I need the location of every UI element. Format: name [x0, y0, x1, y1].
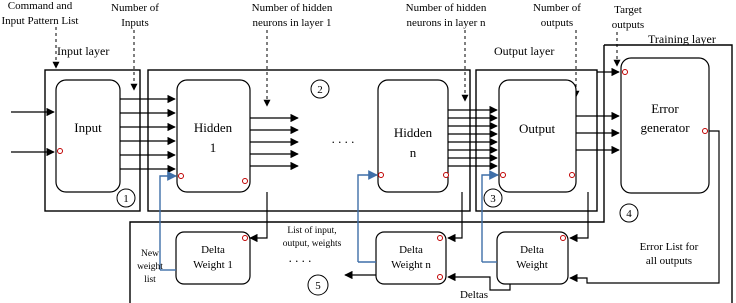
hidden1-block [177, 80, 250, 192]
error-output-port [703, 129, 708, 134]
hiddenn-to-output-arrows [448, 110, 497, 166]
marker-1 [117, 189, 135, 207]
svg-text:3: 3 [490, 193, 496, 205]
marker-3 [484, 189, 502, 207]
svg-text:neurons in layer 1: neurons in layer 1 [252, 17, 332, 29]
svg-text:Number of hidden: Number of hidden [251, 2, 333, 14]
hiddenn-output-port [444, 173, 449, 178]
hidden1-output-port [243, 179, 248, 184]
svg-text:Delta: Delta [520, 244, 544, 256]
svg-text:Weight 1: Weight 1 [193, 259, 233, 271]
delta-weight-1-block [176, 232, 250, 284]
hiddenn-input-port [379, 173, 384, 178]
svg-text:Delta: Delta [399, 244, 423, 256]
error-generator-block [621, 58, 709, 193]
svg-text:Delta: Delta [201, 244, 225, 256]
svg-text:list: list [144, 275, 156, 285]
training-layer-title: Training layer [648, 32, 716, 46]
svg-text:New: New [141, 249, 159, 259]
svg-text:Number of: Number of [533, 2, 581, 14]
marker-5 [308, 275, 328, 295]
svg-text:2: 2 [317, 84, 323, 96]
svg-text:outputs: outputs [611, 19, 645, 31]
note-list-weights [283, 225, 342, 249]
svg-text:Number of hidden: Number of hidden [405, 2, 487, 14]
svg-text:Input: Input [74, 120, 102, 135]
input-port [58, 149, 63, 154]
svg-text:weight: weight [137, 262, 163, 272]
hiddenn-block [378, 80, 448, 192]
annotation-num-inputs [111, 2, 159, 29]
svg-text:Hidden: Hidden [193, 120, 233, 135]
note-error-list [640, 241, 699, 267]
annotation-target [612, 4, 644, 31]
marker-4 [620, 204, 638, 222]
svg-text:outputs: outputs [540, 17, 574, 29]
svg-text:Weight: Weight [516, 259, 548, 271]
hidden1-output-arrows [250, 118, 298, 166]
svg-text:Number of: Number of [111, 2, 159, 14]
output-layer-title: Output layer [494, 44, 555, 58]
error-target-port [623, 70, 628, 75]
output-output-port [570, 173, 575, 178]
svg-text:1: 1 [123, 193, 129, 205]
output-block [499, 80, 576, 192]
svg-text:Error List for: Error List for [639, 241, 699, 253]
note-deltas: Deltas [459, 289, 489, 301]
svg-text:output, weights: output, weights [282, 239, 342, 249]
svg-text:n: n [409, 145, 417, 160]
svg-text:Target: Target [614, 4, 642, 16]
svg-text:5: 5 [315, 280, 321, 292]
svg-text:Command and: Command and [7, 0, 73, 12]
svg-text:Inputs: Inputs [121, 17, 149, 29]
hidden1-input-port [179, 174, 184, 179]
svg-text:Output: Output [518, 121, 556, 136]
deltan-delta-port [438, 275, 443, 280]
svg-text:neurons in layer n: neurons in layer n [406, 17, 486, 29]
svg-text:Hidden: Hidden [393, 125, 433, 140]
output-input-port [501, 173, 506, 178]
svg-text:4: 4 [626, 208, 632, 220]
svg-text:1: 1 [209, 140, 217, 155]
annotation-hidden-layern [406, 2, 487, 29]
svg-text:generator: generator [640, 120, 690, 135]
marker-2 [311, 80, 329, 98]
annotation-command [2, 0, 79, 27]
delta1-input-port [243, 236, 248, 241]
annotation-hidden-layer1 [252, 2, 333, 29]
delta-weight-n-block [376, 232, 446, 284]
delta-ellipsis: . . . . [288, 250, 312, 265]
delta-weight-block [497, 232, 568, 284]
hidden-ellipsis: . . . . [331, 131, 355, 146]
delta-input-port [561, 236, 566, 241]
svg-text:all outputs: all outputs [645, 255, 693, 267]
svg-text:Weight n: Weight n [391, 259, 431, 271]
deltan-input-port [438, 236, 443, 241]
annotation-num-outputs [533, 2, 581, 29]
svg-text:List of input,: List of input, [287, 226, 337, 236]
svg-text:Error: Error [651, 101, 679, 116]
input-layer-title: Input layer [57, 44, 110, 58]
input-block [56, 80, 120, 192]
svg-text:Input Pattern List: Input Pattern List [1, 15, 79, 27]
